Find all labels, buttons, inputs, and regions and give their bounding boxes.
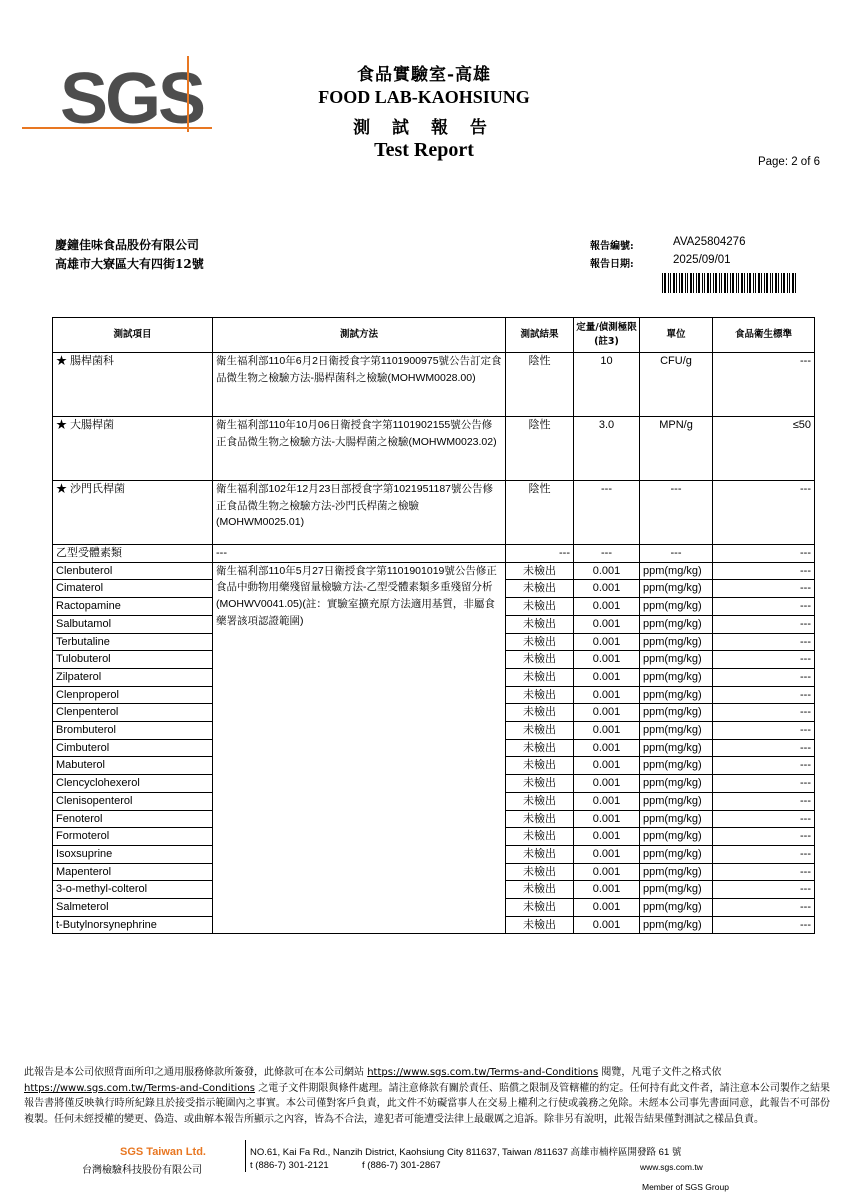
test-standard: --- [713,863,815,881]
test-standard: --- [713,810,815,828]
table-row [53,353,815,417]
test-standard: --- [713,353,815,417]
test-result: --- [506,545,574,563]
test-standard: --- [713,704,815,722]
test-unit: ppm(mg/kg) [640,881,713,899]
client-name: 慶鐘佳味食品股份有限公司 [55,238,200,252]
report-title-cn: 測 試 報 告 [353,118,495,138]
test-result: 未檢出 [506,651,574,669]
test-unit: MPN/g [640,417,713,481]
barcode-bar [721,273,722,293]
test-limit: 0.001 [574,633,640,651]
company-website[interactable]: www.sgs.com.tw [640,1162,703,1172]
test-unit: CFU/g [640,353,713,417]
test-result: 陰性 [506,417,574,481]
test-standard: --- [713,668,815,686]
test-limit: 0.001 [574,828,640,846]
test-standard: --- [713,580,815,598]
test-unit: ppm(mg/kg) [640,828,713,846]
test-result: 未檢出 [506,863,574,881]
barcode-bar [789,273,790,293]
test-limit: 0.001 [574,810,640,828]
test-result: 未檢出 [506,668,574,686]
table-row [53,481,815,545]
test-method: 衛生福利部110年10月06日衛授食字第1101902155號公告修正食品微生物之檢驗方法-大腸桿菌之檢驗(MOHWM0023.02) [213,417,506,481]
table-row [53,562,815,580]
test-item: ★ 腸桿菌科 [53,353,213,417]
header-method: 測試方法 [213,318,506,353]
test-limit: --- [574,481,640,545]
test-limit: 0.001 [574,562,640,580]
test-limit: 0.001 [574,668,640,686]
test-result: 未檢出 [506,792,574,810]
test-standard: --- [713,739,815,757]
test-limit: 0.001 [574,916,640,934]
test-item: Cimaterol [53,580,213,598]
barcode-bar [736,273,737,293]
header-item: 測試項目 [53,318,213,353]
test-result: 未檢出 [506,739,574,757]
barcode [662,273,797,293]
barcode-bar [755,273,756,293]
test-standard: --- [713,828,815,846]
barcode-bar [664,273,666,293]
test-standard: --- [713,881,815,899]
test-item: Cimbuterol [53,739,213,757]
test-standard: --- [713,615,815,633]
test-limit: 0.001 [574,792,640,810]
test-limit: 0.001 [574,899,640,917]
barcode-bar [715,273,717,293]
barcode-bar [693,273,694,293]
barcode-bar [792,273,794,293]
barcode-bar [741,273,743,293]
test-standard: --- [713,598,815,616]
barcode-bar [770,273,771,293]
barcode-bar [747,273,748,293]
table-row [53,417,815,481]
test-limit: 0.001 [574,651,640,669]
terms-link-2[interactable]: https://www.sgs.com.tw/Terms-and-Conditions [24,1082,256,1094]
footer-divider [245,1140,246,1172]
barcode-bar [761,273,762,293]
barcode-bar [795,273,796,293]
barcode-bar [727,273,728,293]
company-name-cn: 台灣檢驗科技股份有限公司 [82,1165,202,1176]
test-unit: ppm(mg/kg) [640,704,713,722]
test-item: Tulobuterol [53,651,213,669]
test-unit: --- [640,481,713,545]
test-result: 未檢出 [506,686,574,704]
test-item: Clenisopenterol [53,792,213,810]
test-standard: --- [713,845,815,863]
sgs-logo-text: SGS [60,59,204,132]
test-item: Mabuterol [53,757,213,775]
test-item: Clenpenterol [53,704,213,722]
test-standard: --- [713,916,815,934]
test-item: ★ 大腸桿菌 [53,417,213,481]
test-limit: 0.001 [574,580,640,598]
test-unit: ppm(mg/kg) [640,757,713,775]
barcode-bar [670,273,671,293]
test-item: Salbutamol [53,615,213,633]
test-unit: ppm(mg/kg) [640,722,713,740]
test-result: 未檢出 [506,704,574,722]
test-unit: ppm(mg/kg) [640,598,713,616]
barcode-bar [710,273,711,293]
test-result: 未檢出 [506,615,574,633]
test-item: ★ 沙門氏桿菌 [53,481,213,545]
test-unit: ppm(mg/kg) [640,810,713,828]
barcode-bar [753,273,754,293]
test-limit: 10 [574,353,640,417]
table-row-group [53,545,815,563]
barcode-bar [696,273,697,293]
barcode-bar [778,273,779,293]
test-limit: 0.001 [574,863,640,881]
barcode-bar [775,273,777,293]
test-standard: --- [713,757,815,775]
test-result: 未檢出 [506,899,574,917]
test-item: Ractopamine [53,598,213,616]
test-unit: ppm(mg/kg) [640,580,713,598]
test-method: --- [213,545,506,563]
barcode-bar [766,273,768,293]
barcode-bar [702,273,703,293]
test-item: Clenbuterol [53,562,213,580]
barcode-bar [704,273,705,293]
test-unit: ppm(mg/kg) [640,845,713,863]
test-unit: ppm(mg/kg) [640,775,713,793]
test-item: 乙型受體素類 [53,545,213,563]
terms-link[interactable]: https://www.sgs.com.tw/Terms-and-Conditions [367,1067,599,1078]
test-standard: --- [713,633,815,651]
barcode-bar [681,273,683,293]
barcode-bar [744,273,745,293]
barcode-bar [749,273,751,293]
test-limit: 0.001 [574,881,640,899]
test-limit: 0.001 [574,775,640,793]
test-result: 未檢出 [506,916,574,934]
test-method: 衛生福利部110年5月27日衛授食字第1101901019號公告修正食品中動物用藥殘留量檢驗方法-乙型受體素類多重殘留分析(MOHWV0041.05)(註：實驗室擴充原方法適用基質，非屬食藥署該項認證範圍) [213,562,506,934]
test-result: 未檢出 [506,633,574,651]
test-result: 未檢出 [506,598,574,616]
test-item: 3-o-methyl-colterol [53,881,213,899]
test-method: 衛生福利部102年12月23日部授食字第1021951187號公告修正食品微生物之檢驗方法-沙門氏桿菌之檢驗(MOHWM0025.01) [213,481,506,545]
test-item: Terbutaline [53,633,213,651]
report-number: AVA25804276 [673,236,746,248]
test-limit: 0.001 [574,757,640,775]
barcode-bar [673,273,675,293]
header-limit: 定量/偵測極限(註3) [574,318,640,353]
test-result: 未檢出 [506,562,574,580]
test-standard: --- [713,651,815,669]
disclaimer-part2: 閱覽，凡電子文件之格式依 [601,1067,722,1078]
barcode-bar [679,273,680,293]
test-unit: ppm(mg/kg) [640,686,713,704]
test-unit: ppm(mg/kg) [640,739,713,757]
company-phone: t (886-7) 301-2121 [250,1160,329,1171]
member-of-sgs: Member of SGS Group [642,1182,729,1192]
barcode-bar [772,273,773,293]
test-limit: 0.001 [574,722,640,740]
test-item: Salmeterol [53,899,213,917]
test-item: Clenproperol [53,686,213,704]
header-unit: 單位 [640,318,713,353]
test-limit: 0.001 [574,845,640,863]
lab-title-en: FOOD LAB-KAOHSIUNG [318,87,530,107]
barcode-bar [690,273,692,293]
test-item: Mapenterol [53,863,213,881]
test-standard: --- [713,686,815,704]
barcode-bar [724,273,726,293]
test-result: 未檢出 [506,722,574,740]
barcode-bar [687,273,688,293]
test-unit: ppm(mg/kg) [640,792,713,810]
test-item: Fenoterol [53,810,213,828]
test-limit: --- [574,545,640,563]
barcode-bar [676,273,677,293]
test-standard: --- [713,545,815,563]
company-fax: f (886-7) 301-2867 [362,1160,441,1171]
test-unit: --- [640,545,713,563]
test-standard: --- [713,481,815,545]
header-result: 測試結果 [506,318,574,353]
barcode-bar [698,273,700,293]
test-standard: ≤50 [713,417,815,481]
table-header-row [53,318,815,353]
barcode-bar [730,273,731,293]
disclaimer-part3: 之電子文件期限與條件處理。請注意條款有關於責任、賠償之限制及管轄權的約定。任何持有此文件者，請注意本公司製作之結果報告書將僅反映執行時所紀錄且於接受指示範圍內之事實。本公司僅對客戶負責，此文件不妨礙當事人在交易上權利之行使或義務之免除。未經本公司事先書面同意，此報告不可部份複製。任何未經授權的變更、偽造、或曲解本報告所顯示之內容，皆為不合法，違犯者可能遭受法律上最嚴厲之追訴。除非另有說明，此報告結果僅對測試之樣品負責。 [24,1082,830,1125]
barcode-bar [764,273,765,293]
disclaimer [24,1065,830,1127]
test-item: Clencyclohexerol [53,775,213,793]
header-standard: 食品衛生標準 [713,318,815,353]
test-limit: 0.001 [574,598,640,616]
test-result: 未檢出 [506,881,574,899]
test-item: Isoxsuprine [53,845,213,863]
company-name-en: SGS Taiwan Ltd. [120,1146,206,1158]
barcode-bar [668,273,669,293]
test-item: Brombuterol [53,722,213,740]
barcode-bar [732,273,734,293]
test-standard: --- [713,775,815,793]
test-unit: ppm(mg/kg) [640,668,713,686]
test-result: 未檢出 [506,775,574,793]
test-standard: --- [713,722,815,740]
company-address: NO.61, Kai Fa Rd., Nanzih District, Kaohsiung City 811637, Taiwan /811637 高雄市楠梓區開發路 61 號 [250,1147,682,1158]
test-unit: ppm(mg/kg) [640,562,713,580]
test-limit: 0.001 [574,739,640,757]
test-item: Zilpaterol [53,668,213,686]
barcode-bar [713,273,714,293]
test-limit: 0.001 [574,686,640,704]
test-unit: ppm(mg/kg) [640,615,713,633]
disclaimer-part1: 此報告是本公司依照背面所印之通用服務條款所簽發，此條款可在本公司網站 [24,1067,364,1078]
barcode-bar [738,273,739,293]
barcode-bar [719,273,720,293]
test-unit: ppm(mg/kg) [640,863,713,881]
client-address: 高雄市大寮區大有四街12號 [55,257,204,271]
barcode-bar [781,273,782,293]
test-item: Formoterol [53,828,213,846]
test-unit: ppm(mg/kg) [640,899,713,917]
test-limit: 3.0 [574,417,640,481]
barcode-bar [783,273,785,293]
test-method: 衛生福利部110年6月2日衛授食字第1101900975號公告訂定食品微生物之檢驗方法-腸桿菌科之檢驗(MOHWM0028.00) [213,353,506,417]
barcode-bar [662,273,663,293]
test-result: 未檢出 [506,757,574,775]
test-unit: ppm(mg/kg) [640,651,713,669]
test-standard: --- [713,792,815,810]
test-limit: 0.001 [574,615,640,633]
test-result: 未檢出 [506,580,574,598]
test-result: 未檢出 [506,828,574,846]
barcode-bar [707,273,709,293]
report-date-label: 報告日期: [590,259,634,270]
barcode-bar [685,273,686,293]
lab-title-cn: 食品實驗室-高雄 [356,65,492,85]
report-date: 2025/09/01 [673,254,731,266]
test-result: 未檢出 [506,810,574,828]
barcode-bar [787,273,788,293]
test-item: t-Butylnorsynephrine [53,916,213,934]
report-title-en: Test Report [374,139,474,161]
test-result: 陰性 [506,481,574,545]
test-result: 陰性 [506,353,574,417]
test-result: 未檢出 [506,845,574,863]
test-standard: --- [713,899,815,917]
test-unit: ppm(mg/kg) [640,916,713,934]
results-table [52,317,815,934]
barcode-bar [758,273,760,293]
test-unit: ppm(mg/kg) [640,633,713,651]
page-number: Page: 2 of 6 [757,156,820,168]
test-standard: --- [713,562,815,580]
test-limit: 0.001 [574,704,640,722]
report-number-label: 報告編號: [590,241,634,252]
